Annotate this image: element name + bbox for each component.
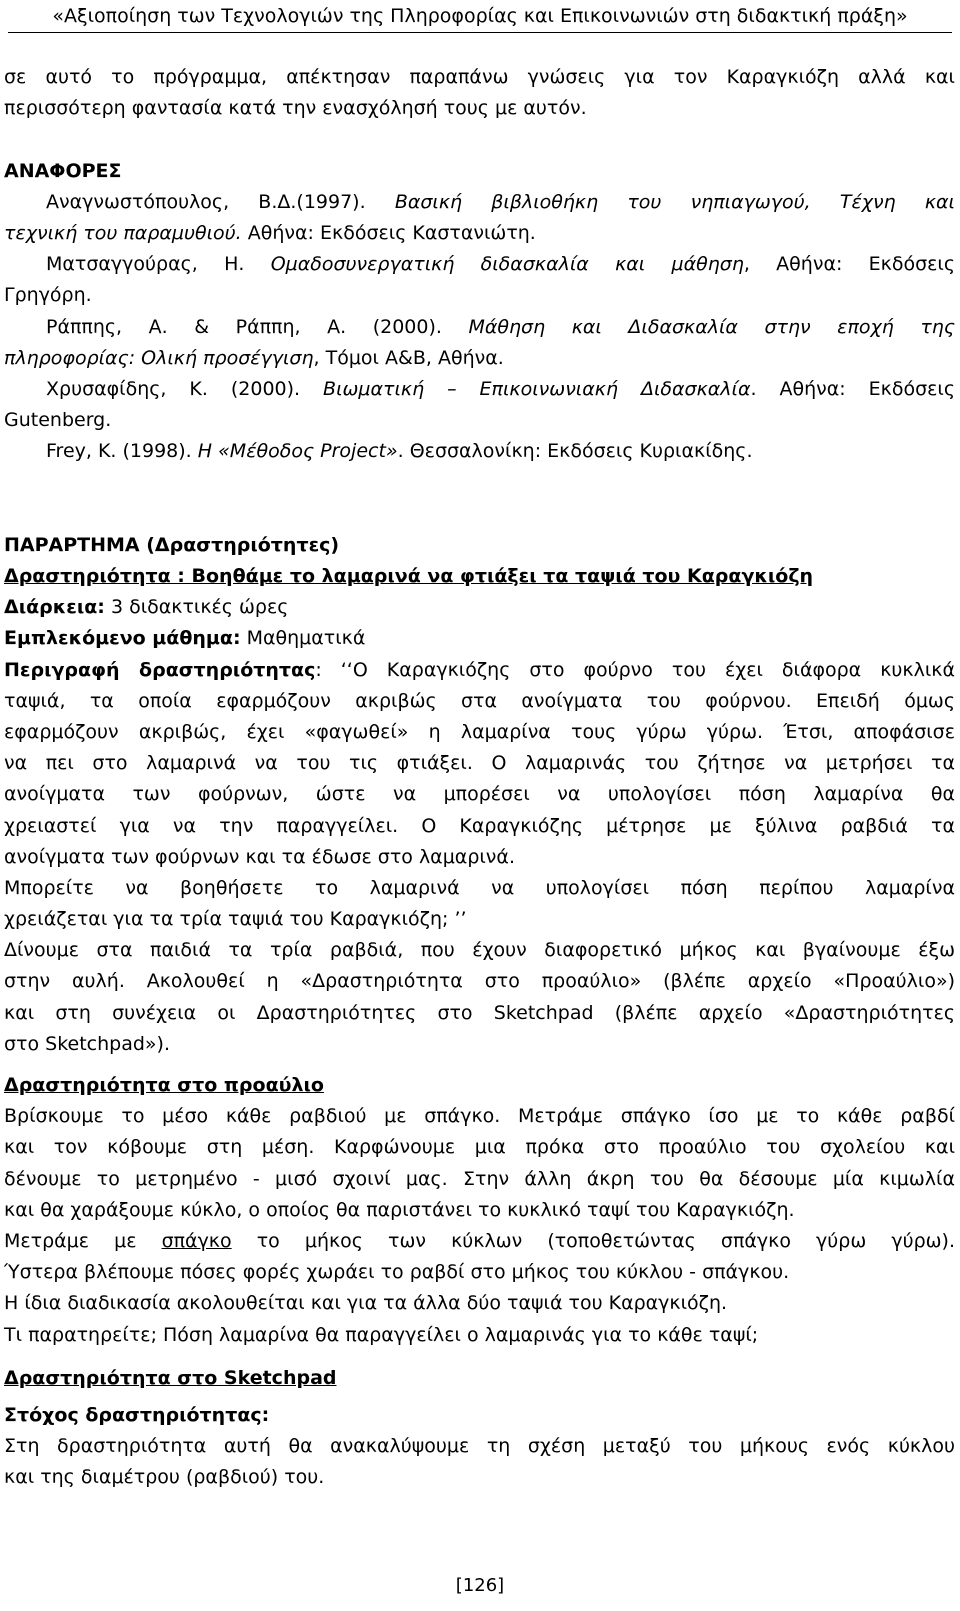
references-heading: ΑΝΑΦΟΡΕΣ: [4, 159, 122, 182]
intro-line: σε αυτό το πρόγραμμα, απέκτησαν παραπάνω γνώσεις για τον Καραγκιόζη αλλά και: [4, 66, 955, 88]
description-line: εφαρμόζουν ακριβώς, έχει «φαγωθεί» η λαμαρίνα τους γύρω γύρω. Έτσι, αποφάσισε: [4, 720, 955, 743]
description-line: χρειάζεται για τα τρία ταψιά του Καραγκιόζη; ’’: [4, 908, 467, 931]
description-line: ταψιά, τα οποία εφαρμόζουν ακριβώς στα ανοίγματα του φούρνου. Επειδή όμως: [4, 689, 955, 712]
description-line: Μπορείτε να βοηθήσετε το λαμαρινά να υπολογίσει πόση περίπου λαμαρίνα: [4, 876, 955, 899]
running-header: «Αξιοποίηση των Τεχνολογιών της Πληροφορίας και Επικοινωνιών στη διδακτική πράξη»: [8, 2, 952, 33]
yard-line: Μετράμε με σπάγκο το μήκος των κύκλων (τοποθετώντας σπάγκο γύρω γύρω).: [4, 1229, 955, 1252]
page-number: [126]: [455, 1575, 505, 1596]
yard-line: και τον κόβουμε στη μέση. Καρφώνουμε μια πρόκα στο προαύλιο του σχολείου και: [4, 1136, 955, 1159]
yard-line: δένουμε το μετρημένο - μισό σχοινί μας. Στην άλλη άκρη του θα δέσουμε μία κιμωλία: [4, 1167, 955, 1190]
goal-line: Στη δραστηριότητα αυτή θα ανακαλύψουμε τη σχέση μεταξύ του μήκους ενός κύκλου: [4, 1435, 955, 1458]
reference-entry: Frey, K. (1998). Η «Μέθοδος Project». Θεσσαλονίκη: Εκδόσεις Κυριακίδης.: [46, 440, 753, 463]
description-line: ανοίγματα των φούρνων, ώστε να μπορέσει να υπολογίσει πόση λαμαρίνα θα: [4, 783, 955, 806]
subject-line: Εμπλεκόμενο μάθημα: Μαθηματικά: [4, 627, 366, 650]
reference-entry: τεχνική του παραμυθιού. Αθήνα: Εκδόσεις Καστανιώτη.: [4, 221, 536, 244]
yard-line: Τι παρατηρείτε; Πόση λαμαρίνα θα παραγγείλει ο λαμαρινάς για το κάθε ταψί;: [4, 1323, 759, 1346]
description-line: να πει στο λαμαρινά να του τις φτιάξει. Ο λαμαρινάς του ζήτησε να μετρήσει τα: [4, 752, 955, 775]
yard-activity-heading: Δραστηριότητα στο προαύλιο: [4, 1074, 324, 1096]
reference-entry: Ράππης, Α. & Ράππη, Α. (2000). Μάθηση και Διδασκαλία στην εποχή της: [46, 315, 955, 338]
yard-line: Ύστερα βλέπουμε πόσες φορές χωράει το ραβδί στο μήκος του κύκλου - σπάγκου.: [4, 1261, 790, 1284]
goal-line: και της διαμέτρου (ραβδιού) του.: [4, 1466, 325, 1489]
description-line: στην αυλή. Ακολουθεί η «Δραστηριότητα στο προαύλιο» (βλέπε αρχείο «Προαύλιο»): [4, 970, 955, 993]
sketchpad-activity-heading: Δραστηριότητα στο Sketchpad: [4, 1366, 337, 1389]
description-line: Δίνουμε στα παιδιά τα τρία ραβδιά, που έχουν διαφορετικό μήκος και βγαίνουμε έξω: [4, 939, 955, 962]
description-line: χρειαστεί για να την παραγγείλει. Ο Καραγκιόζης μέτρησε με ξύλινα ραβδιά τα: [4, 814, 955, 837]
description-line: στο Sketchpad»).: [4, 1032, 170, 1055]
description-line: Περιγραφή δραστηριότητας: ‘‘Ο Καραγκιόζης στο φούρνο του έχει διάφορα κυκλικά: [4, 658, 955, 681]
yard-line: και θα χαράξουμε κύκλο, ο οποίος θα παριστάνει το κυκλικό ταψί του Καραγκιόζη.: [4, 1198, 795, 1221]
duration-line: Διάρκεια: 3 διδακτικές ώρες: [4, 596, 289, 619]
appendix-heading: ΠΑΡΑΡΤΗΜΑ (Δραστηριότητες): [4, 533, 340, 556]
yard-line: Η ίδια διαδικασία ακολουθείται και για τα άλλα δύο ταψιά του Καραγκιόζη.: [4, 1292, 728, 1315]
intro-line: περισσότερη φαντασία κατά την ενασχόλησή τους με αυτόν.: [4, 97, 587, 120]
reference-entry: Gutenberg.: [4, 409, 112, 432]
reference-entry: Γρηγόρη.: [4, 284, 92, 307]
description-line: ανοίγματα των φούρνων και τα έδωσε στο λαμαρινά.: [4, 845, 515, 868]
reference-entry: Χρυσαφίδης, Κ. (2000). Βιωματική – Επικοινωνιακή Διδασκαλία. Αθήνα: Εκδόσεις: [46, 377, 955, 400]
reference-entry: πληροφορίας: Ολική προσέγγιση, Τόμοι Α&Β, Αθήνα.: [4, 346, 504, 369]
goal-label: Στόχος δραστηριότητας:: [4, 1403, 270, 1426]
reference-entry: Αναγνωστόπουλος, Β.Δ.(1997). Βασική βιβλιοθήκη του νηπιαγωγού, Τέχνη και: [46, 190, 955, 213]
yard-line: Βρίσκουμε το μέσο κάθε ραβδιού με σπάγκο. Μετράμε σπάγκο ίσο με το κάθε ραβδί: [4, 1105, 955, 1128]
activity-title: Δραστηριότητα : Βοηθάμε το λαμαρινά να φτιάξει τα ταψιά του Καραγκιόζη: [4, 565, 814, 587]
page-body: [4, 62, 955, 1493]
description-line: και στη συνέχεια οι Δραστηριότητες στο Sketchpad (βλέπε αρχείο «Δραστηριότητες: [4, 1001, 955, 1024]
reference-entry: Ματσαγγούρας, Η. Ομαδοσυνεργατική διδασκαλία και μάθηση, Αθήνα: Εκδόσεις: [46, 253, 955, 276]
